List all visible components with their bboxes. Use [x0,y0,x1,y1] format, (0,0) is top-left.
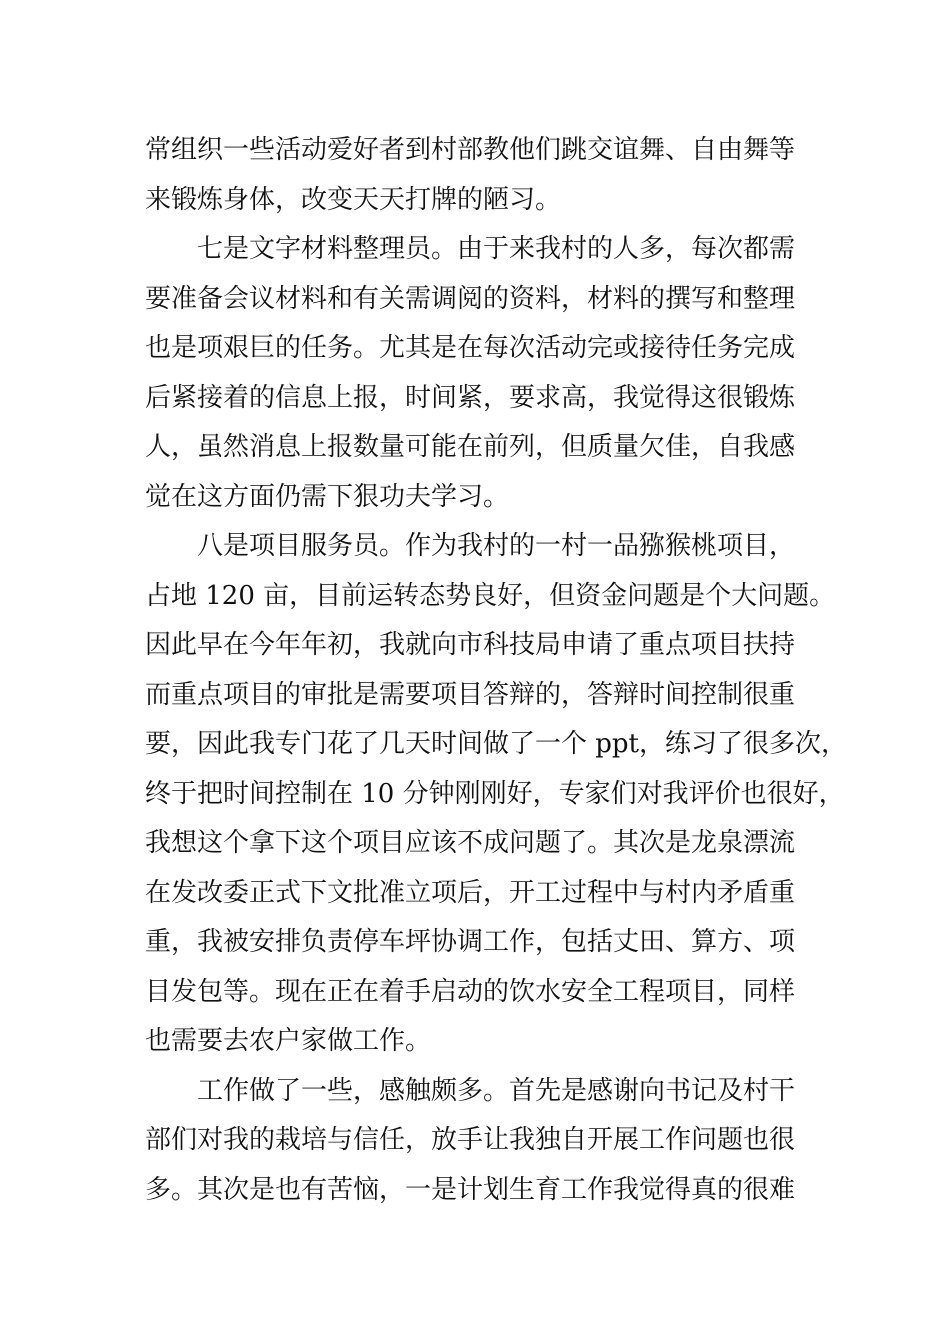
document-body [145,126,848,1215]
text-line: 终于把时间控制在 10 分钟刚刚好，专家们对我评价也很好， [145,778,845,809]
text-line: 而重点项目的审批是需要项目答辩的，答辩时间控制很重 [145,679,796,710]
text-line: 觉在这方面仍需下狠功夫学习。 [145,481,510,512]
text-line: 也是项艰巨的任务。尤其是在每次活动完或接待任务完成 [145,333,796,363]
paragraph-start-line: 八是项目服务员。作为我村的一村一品猕猴桃项目， [197,531,796,561]
text-line: 常组织一些活动爱好者到村部教他们跳交谊舞、自由舞等 [145,135,796,165]
paragraph-start-line: 七是文字材料整理员。由于来我村的人多，每次都需 [197,234,796,264]
text-line: 也需要去农户家做工作。 [145,1026,432,1056]
text-line: 部们对我的栽培与信任，放手让我独自开展工作问题也很 [145,1125,796,1155]
text-line: 人，虽然消息上报数量可能在前列，但质量欠佳，自我感 [145,432,796,462]
text-line: 占地 120 亩，目前运转态势良好，但资金问题是个大问题。 [145,580,836,611]
text-line: 来锻炼身体，改变天天打牌的陋习。 [145,184,562,215]
text-line: 我想这个拿下这个项目应该不成问题了。其次是龙泉漂流 [145,828,796,858]
text-line: 重，我被安排负责停车坪协调工作，包括丈田、算方、项 [145,927,796,957]
paragraph-start-line: 工作做了一些，感触颇多。首先是感谢向书记及村干 [197,1075,796,1106]
text-line: 要准备会议材料和有关需调阅的资料，材料的撰写和整理 [145,283,796,314]
text-line: 后紧接着的信息上报，时间紧，要求高，我觉得这很锻炼 [145,382,796,413]
text-line: 因此早在今年年初，我就向市科技局申请了重点项目扶持 [145,630,796,660]
text-line: 目发包等。现在正在着手启动的饮水安全工程项目，同样 [145,976,796,1007]
text-line: 要，因此我专门花了几天时间做了一个 ppt，练习了很多次， [145,729,848,759]
text-line: 多。其次是也有苦恼，一是计划生育工作我觉得真的很难 [145,1174,796,1205]
text-line: 在发改委正式下文批准立项后，开工过程中与村内矛盾重 [145,877,796,908]
